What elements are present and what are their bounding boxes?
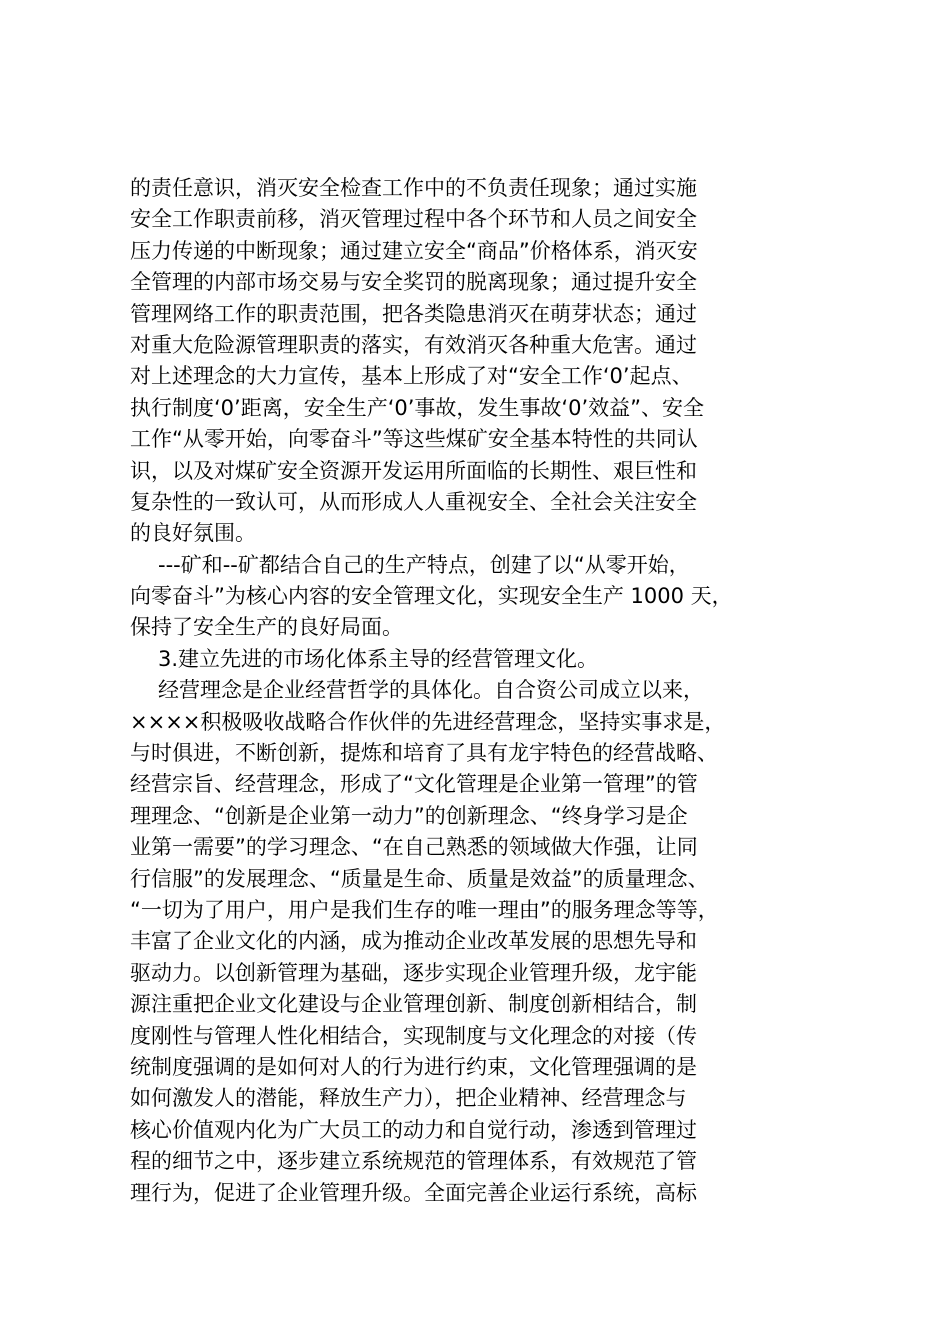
text-line: 程的细节之中，逐步建立系统规范的管理体系，有效规范了管 [130,1149,697,1174]
text-line: 的责任意识，消灭安全检查工作中的不负责任现象；通过实施 [130,176,697,200]
text-line: 安全工作职责前移，消灭管理过程中各个环节和人员之间安全 [130,207,697,232]
text-line: 行信服”的发展理念、“质量是生命、质量是效益”的质量理念、 [130,866,709,891]
document-body [130,173,860,1209]
text-line: 全管理的内部市场交易与安全奖罚的脱离现象；通过提升安全 [130,270,697,295]
text-line: 工作“从零开始，向零奋斗”等这些煤矿安全基本特性的共同认 [130,427,698,452]
text-line: 源注重把企业文化建设与企业管理创新、制度创新相结合，制 [130,992,697,1017]
text-line: 经营理念是企业经营哲学的具体化。自合资公司成立以来， [158,678,704,703]
text-line: 统制度强调的是如何对人的行为进行约束，文化管理强调的是 [130,1054,697,1079]
text-line: “一切为了用户，用户是我们生存的唯一理由”的服务理念等等， [130,897,719,922]
text-line: 业第一需要”的学习理念、“在自己熟悉的领域做大作强，让同 [130,835,698,860]
text-line: 管理网络工作的职责范围，把各类隐患消灭在萌芽状态；通过 [130,301,697,326]
text-line: ××××积极吸收战略合作伙伴的先进经营理念，坚持实事求是， [130,709,726,734]
text-line: 理行为，促进了企业管理升级。全面完善企业运行系统，高标 [130,1180,697,1205]
text-line: 对上述理念的大力宣传，基本上形成了对“安全工作‘0’起点、 [130,364,693,389]
text-line: 驱动力。以创新管理为基础，逐步实现企业管理升级，龙宇能 [130,960,697,985]
text-line: 度刚性与管理人性化相结合，实现制度与文化理念的对接（传 [130,1023,697,1048]
text-line: 复杂性的一致认可，从而形成人人重视安全、全社会关注安全 [130,489,697,514]
text-line: 与时俱进，不断创新，提炼和培育了具有龙宇特色的经营战略、 [130,741,718,766]
text-line: 的良好氛围。 [130,521,256,546]
text-line: 向零奋斗”为核心内容的安全管理文化，实现安全生产 1000 天， [130,584,733,609]
text-line: ---矿和--矿都结合自己的生产特点，创建了以“从零开始， [158,552,690,577]
text-line: 经营宗旨、经营理念，形成了“文化管理是企业第一管理”的管 [130,772,698,797]
text-line: 丰富了企业文化的内涵，成为推动企业改革发展的思想先导和 [130,929,697,954]
text-line: 核心价值观内化为广大员工的动力和自觉行动，渗透到管理过 [130,1117,697,1142]
text-line: 3.建立先进的市场化体系主导的经营管理文化。 [158,646,599,671]
text-line: 对重大危险源管理职责的落实，有效消灭各种重大危害。通过 [130,332,697,357]
text-line: 保持了安全生产的良好局面。 [130,615,403,640]
text-line: 识，以及对煤矿安全资源开发运用所面临的长期性、艰巨性和 [130,458,697,483]
text-line: 如何激发人的潜能，释放生产力），把企业精神、经营理念与 [130,1086,687,1111]
text-line: 理理念、“创新是企业第一动力”的创新理念、“终身学习是企 [130,803,688,828]
text-line: 压力传递的中断现象；通过建立安全“商品”价格体系，消灭安 [130,238,698,263]
text-line: 执行制度‘0’距离，安全生产‘0’事故，发生事故‘0’效益”、安全 [130,395,705,420]
